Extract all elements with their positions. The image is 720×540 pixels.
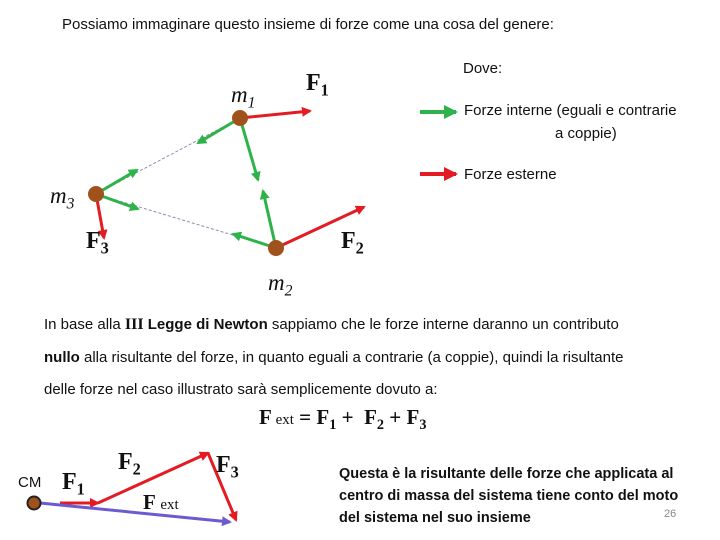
slide-heading: Possiamo immaginare questo insieme di forze come una cosa del genere: [62,16,554,33]
center-of-mass-dot [28,497,41,510]
paragraph-line-3: delle forze nel caso illustrato sarà semplicemente dovuto a: [44,381,438,398]
mass-label-m1: $m_1$ [231,82,256,112]
legend-internal-label-cont: a coppie) [555,125,617,142]
mass-m2-dot [268,240,284,256]
force-label-f2: $F_2$ [341,228,364,258]
resultant-label-f1: $F_1$ [62,469,85,499]
internal-force-m2-to-m1 [263,191,276,248]
legend-internal-label: Forze interne (eguali e contrarie [464,102,677,119]
mass-label-m2: $m_2$ [268,270,293,300]
page-number: 26 [664,508,677,520]
caption-line-3: del sistema nel suo insieme [339,510,531,526]
paragraph-line-1: In base alla III Legge di Newton sappiamo che le forze interne daranno un contributo [44,316,619,333]
force-label-f3: $F_3$ [86,228,109,258]
resultant-label-fext: F ext [143,490,179,514]
caption-line-2: centro di massa del sistema tiene conto del moto [339,488,679,504]
resultant-equation: F ext = $F_1 + F_2 + F_3$ [259,405,427,433]
resultant-fext-arrow [40,503,230,522]
legend-title: Dove: [463,60,503,77]
mass-label-m3: $m_3$ [50,183,75,213]
resultant-label-f3: $F_3$ [216,452,239,482]
center-of-mass-label: CM [18,474,42,491]
force-label-f1: $F_1$ [306,70,329,100]
legend-external-label: Forze esterne [464,166,557,183]
paragraph-line-2: nullo alla risultante del forze, in quanto eguali a contrarie (a coppie), quindi la risultante [44,349,624,366]
caption-line-1: Questa è la risultante delle forze che applicata al [339,466,674,482]
internal-force-m1-to-m2 [240,118,258,180]
resultant-label-f2: $F_2$ [118,449,141,479]
mass-m3-dot [88,186,104,202]
